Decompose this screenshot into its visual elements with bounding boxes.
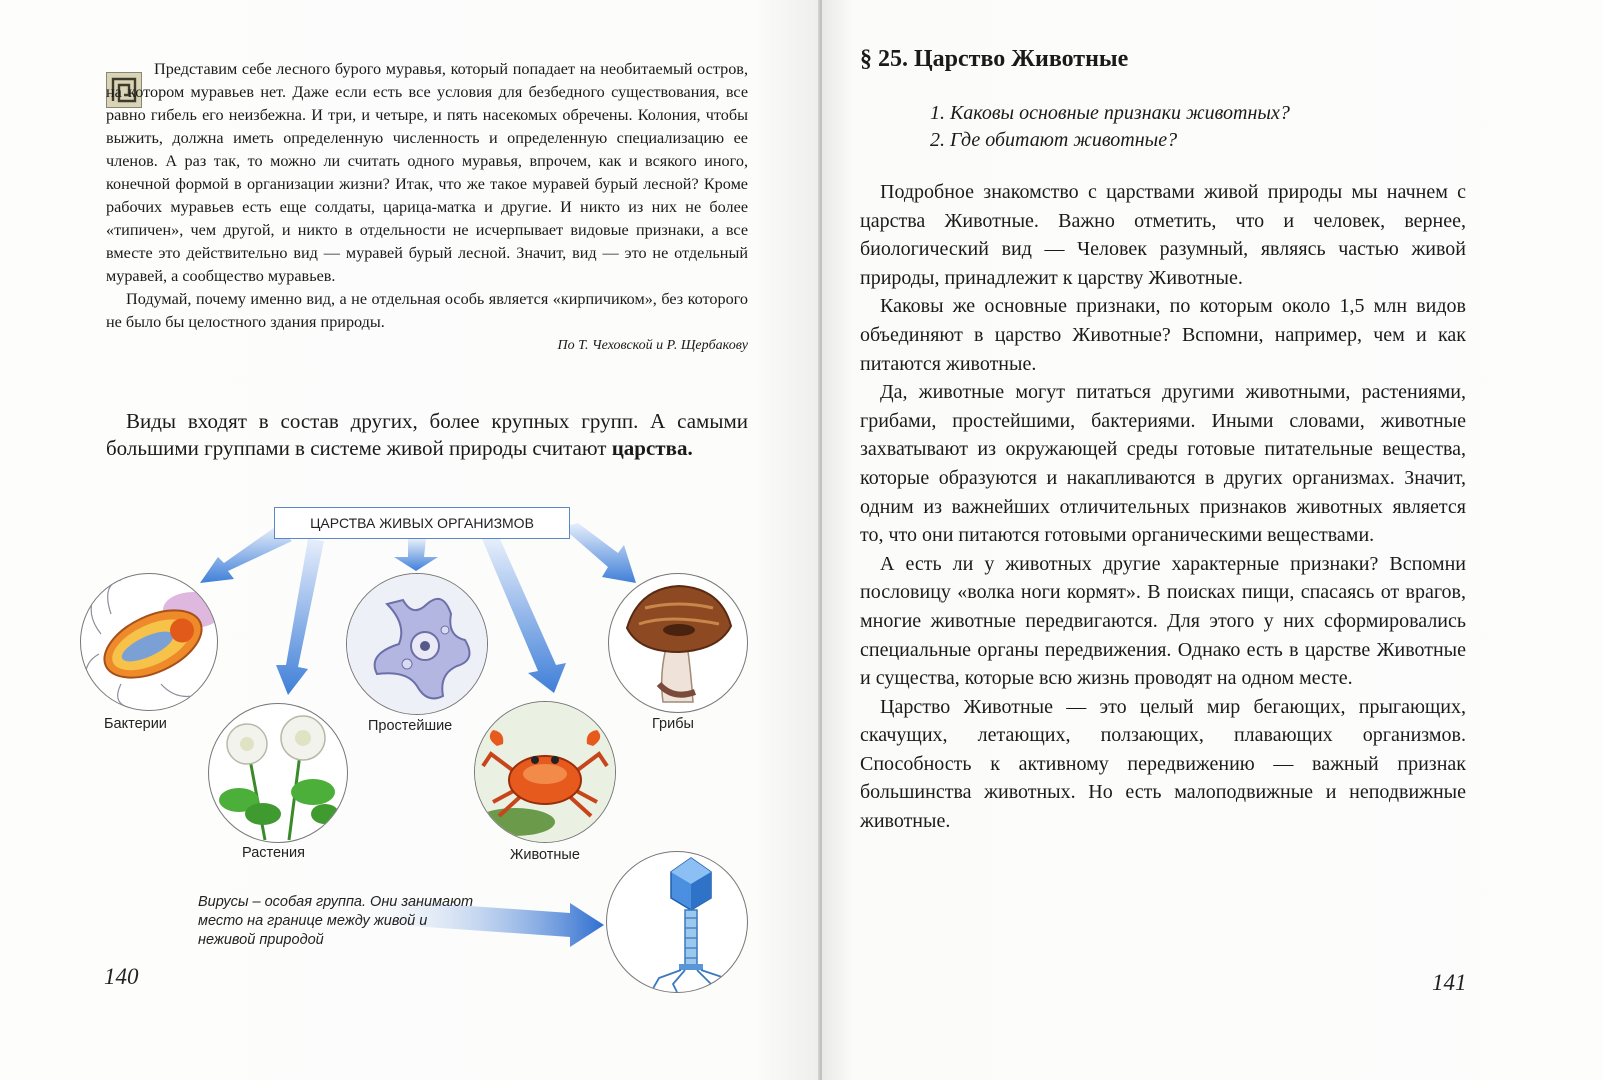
fungi-image (608, 573, 748, 713)
page-number-left: 140 (104, 964, 139, 989)
label-fungi: Грибы (652, 716, 694, 732)
arrow-to-animals (482, 539, 566, 693)
citation: По Т. Чеховской и Р. Щербакову (557, 338, 748, 353)
label-plants: Растения (242, 845, 306, 861)
bacteria-image (80, 573, 218, 711)
virus-note: Вирусы – особая группа. Они занимают место на границе между живой и неживой природой (198, 894, 474, 948)
intro-paragraph-2: Подумай, почему именно вид, а не отдельная особь является «кирпичиком», без которого не было бы целостного здания природы. (106, 290, 748, 331)
body-paragraph-3: Да, животные могут питаться другими животными, растениями, грибами, простейшими, бактериями. Иными словами, животные захватывают из окружающей среды готовые питательные вещества, которые образуются и накапливаются в других организмах. Значит, одним из важнейших отличительных признаков животных является то, что они питаются готовыми органическими веществами. (860, 381, 1466, 547)
question-2: 2. Где обитают животные? (930, 129, 1178, 151)
arrow-to-protists (394, 539, 438, 571)
protists-image (346, 573, 488, 715)
plants-image (208, 703, 348, 843)
section-questions (930, 100, 1290, 154)
animals-image (474, 701, 616, 843)
body-paragraph-4: А есть ли у животных другие характерные признаки? Вспомни пословицу «волка ноги кормят». В поисках пищи, спасаясь от врагов, многие животные передвигаются. Для этого у них сформировались специальные органы передвижения. Однако есть в царстве Животные и существа, которые всю жизнь проводят на одном месте. (860, 552, 1466, 690)
groups-paragraph (106, 408, 748, 462)
section-title: § 25. Царство Животные (860, 46, 1129, 72)
label-bacteria: Бактерии (104, 716, 167, 732)
intro-paragraph-1: Представим себе лесного бурого муравья, который попадает на необитаемый остров, на котором муравьев нет. Даже если есть все условия для безбедного существования, все равно гибель его неизбежна. И три, и четыре, и пять насекомых обречены. Колония, чтобы выжить, должна иметь определенную численность и определенную специализацию ее членов. А раз так, то можно ли считать одного муравья, впрочем, как и всякого иного, конечной формой в организации жизни? Итак, что же такое муравей бурый лесной? Кроме рабочих муравьев есть еще солдаты, царица-матка и другие. И никто из них не более «типичен», чем другой, и никто в отдельности не исчерпывает видовые признаки, а все вместе это действительно вид — муравей бурый лесной. Значит, вид — это не отдельный муравей, а сообщество муравьев. (106, 60, 748, 285)
page-number-right: 141 (1432, 970, 1467, 995)
label-protists: Простейшие (368, 718, 453, 734)
arrow-to-plants (276, 539, 324, 695)
section-body (860, 178, 1466, 836)
question-1: 1. Каковы основные признаки животных? (930, 102, 1290, 124)
body-paragraph-1: Подробное знакомство с царствами живой природы мы начнем с царства Животные. Важно отметить, что и человек, вернее, биологический вид — Человек разумный, являясь частью живой природы, принадлежит к царству Животные. (860, 181, 1466, 289)
label-animals: Животные (510, 847, 580, 863)
kingdoms-diagram (70, 505, 790, 1025)
arrow-to-fungi (562, 523, 636, 583)
body-paragraph-5: Царство Животные — это целый мир бегающих, прыгающих, скачущих, летающих, ползающих, плавающих организмов. Способность к активному передвижению — важный признак большинства животных. Но есть малоподвижные и неподвижные животные. (860, 695, 1466, 833)
groups-bold-term: царства. (611, 436, 693, 460)
diagram-title: ЦАРСТВА ЖИВЫХ ОРГАНИЗМОВ (274, 507, 570, 539)
intro-text-block (106, 58, 748, 356)
groups-text: Виды входят в состав других, более крупных групп. А самыми большими группами в системе живой природы считают (106, 409, 748, 460)
virus-image (606, 851, 748, 993)
body-paragraph-2: Каковы же основные признаки, по которым около 1,5 млн видов объединяют в царство Животные? Вспомни, например, чем и как питаются животные. (860, 295, 1466, 375)
